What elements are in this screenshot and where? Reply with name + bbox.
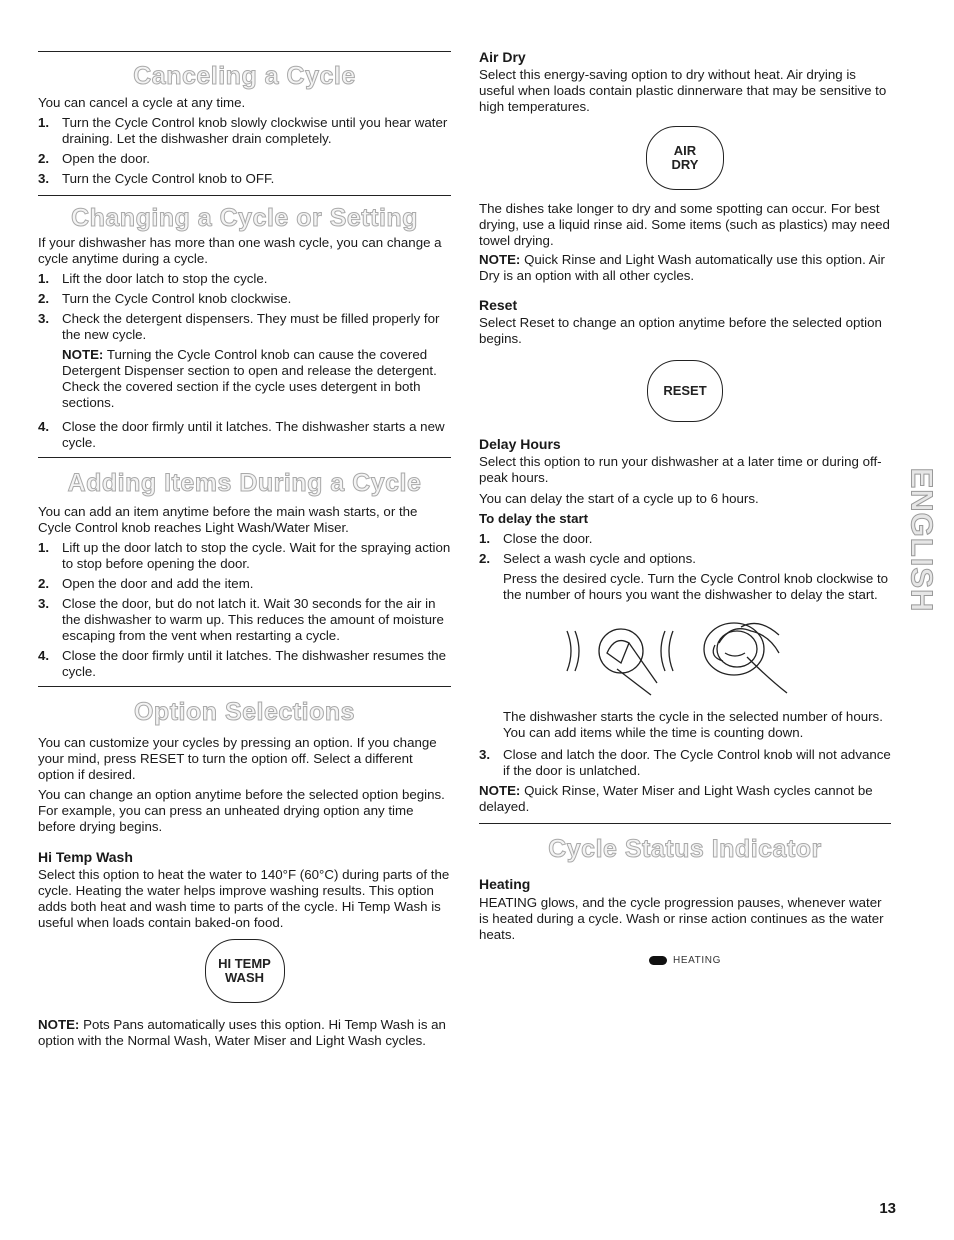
list-item: 1. Lift the door latch to stop the cycle. [38,271,268,286]
delay-step3 [479,747,891,779]
hitemp-note: NOTE: Pots Pans automatically uses this option. Hi Temp Wash is an option with the Normal Wash, Water Miser and Light Wash cycles. [38,1017,446,1048]
airdry-heading: Air Dry [479,49,526,65]
options-p2: You can change an option anytime before the selected option begins. For example, you can press an unheated drying option any time before drying begins. [38,787,445,834]
list-item: 3. Close and latch the door. The Cycle Control knob will not advance if the door is unlatched. [479,747,891,778]
cycle-control-knob-icon [479,613,891,703]
options-p1: You can customize your cycles by pressing an option. If you change your mind, press RESET to turn the option off. Select a different option if desired. [38,735,437,782]
heating-body: HEATING glows, and the cycle progression pauses, whenever water is heated during a cycle. Wash or rinse action continues as the water heats. [479,895,884,942]
canceling-title: Canceling a Cycle [133,62,356,90]
options-title: Option Selections [133,698,356,726]
list-item: 3. Close the door, but do not latch it. Wait 30 seconds for the air in the dishwasher to warm up. This reduces the amount of moisture escaping from the vent when restarting a cycle. [38,596,444,643]
reset-button: RESET [647,360,723,422]
left-column [38,0,451,1049]
airdry-body2: The dishes take longer to dry and some spotting can occur. For best drying, use a liquid rinse aid. Some items (such as plastics) may need towel drying. [479,201,890,248]
list-item: 4. Close the door firmly until it latches. The dishwasher starts a new cycle. [38,419,445,450]
hi-temp-wash-button: HI TEMP WASH [205,939,285,1003]
changing-steps [38,271,451,343]
section-rule [479,823,891,824]
adding-title: Adding Items During a Cycle [67,469,422,497]
right-column [479,0,891,966]
list-item: 3. Turn the Cycle Control knob to OFF. [38,171,275,186]
indicator-light-icon [649,956,667,965]
section-rule [38,457,451,458]
delay-body2: You can delay the start of a cycle up to 6 hours. [479,491,759,506]
list-item: 1. Turn the Cycle Control knob slowly clockwise until you hear water draining. Let the dishwasher drain completely. [38,115,448,146]
changing-intro: If your dishwasher has more than one wash cycle, you can change a cycle anytime during a cycle. [38,235,442,266]
side-tab-label: ENGLISH [904,467,940,613]
list-item: 2. Open the door and add the item. [38,576,254,591]
air-dry-button: AIR DRY [646,126,724,190]
canceling-steps [38,115,451,187]
airdry-body: Select this energy-saving option to dry without heat. Air drying is useful when loads contain plastic dinnerware that may be sensitive to high temperatures. [479,67,887,114]
delay-after-figure: The dishwasher starts the cycle in the selected number of hours. You can add items while the time is counting down. [503,709,883,740]
heating-indicator-label: HEATING [673,955,721,966]
language-side-tab [904,452,940,628]
list-item: 1. Lift up the door latch to stop the cycle. Wait for the spraying action to stop before opening the door. [38,540,451,571]
section-rule [38,195,451,196]
heating-heading: Heating [479,876,531,892]
delay-note: NOTE: Quick Rinse, Water Miser and Light Wash cycles cannot be delayed. [479,783,873,814]
heating-indicator [479,955,891,966]
list-item: 1. Close the door. [479,531,593,546]
list-item: 3. Check the detergent dispensers. They must be filled properly for the new cycle. [38,311,440,342]
delay-heading: Delay Hours [479,436,561,452]
list-item: 2. Turn the Cycle Control knob clockwise. [38,291,292,306]
airdry-note: NOTE: Quick Rinse and Light Wash automatically use this option. Air Dry is an option with all other cycles. [479,252,885,283]
list-item: 4. Close the door firmly until it latches. The dishwasher resumes the cycle. [38,648,447,679]
section-rule [38,51,451,52]
reset-heading: Reset [479,297,518,313]
delay-steps [479,531,891,567]
hitemp-body: Select this option to heat the water to 140°F (60°C) during parts of the cycle. Heating the water helps improve washing results. This option adds both heat and wash time to parts of the cycle. Hi Temp Wash is useful when loads contain baked-on food. [38,867,450,930]
list-item: 2. Open the door. [38,151,150,166]
delay-body1: Select this option to run your dishwasher at a later time or during off-peak hours. [479,454,882,485]
canceling-intro: You can cancel a cycle at any time. [38,95,246,110]
changing-title: Changing a Cycle or Setting [71,204,418,232]
knob-illustration [479,613,891,703]
page-number: 13 [879,1200,896,1217]
delay-press-text: Press the desired cycle. Turn the Cycle Control knob clockwise to the number of hours you want the dishwasher to delay the start. [503,571,889,602]
reset-body: Select Reset to change an option anytime before the selected option begins. [479,315,882,346]
status-title: Cycle Status Indicator [548,835,822,863]
delay-subheading: To delay the start [479,511,589,526]
hitemp-heading: Hi Temp Wash [38,849,133,865]
changing-note: NOTE: Turning the Cycle Control knob can cause the covered Detergent Dispenser section to open and release the detergent. Check the covered section if the cycle uses detergent in both sections. [62,347,437,410]
list-item: 2. Select a wash cycle and options. [479,551,696,566]
section-rule [38,686,451,687]
changing-steps-cont [38,419,451,451]
adding-steps [38,540,451,680]
adding-intro: You can add an item anytime before the main wash starts, or the Cycle Control knob reaches Light Wash/Water Miser. [38,504,418,535]
